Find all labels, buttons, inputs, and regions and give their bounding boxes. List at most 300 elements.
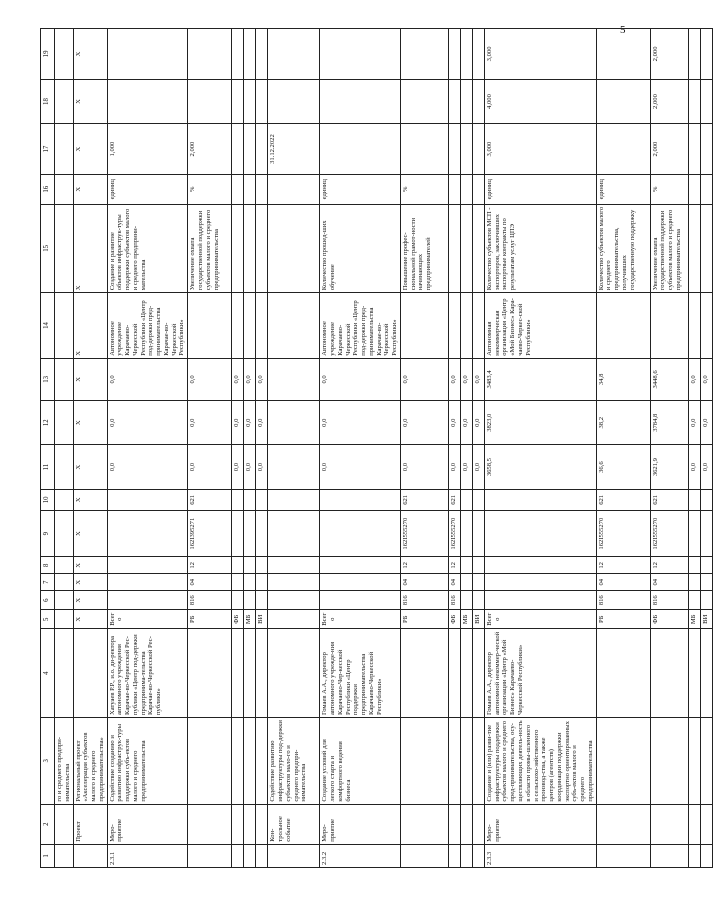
table-cell xyxy=(55,557,74,574)
table-cell xyxy=(232,804,244,844)
table-cell xyxy=(268,204,320,293)
table-cell xyxy=(688,510,700,556)
table-cell xyxy=(256,124,268,175)
table-cell xyxy=(256,510,268,556)
table-cell xyxy=(55,401,74,445)
table-cell xyxy=(460,844,472,867)
table-cell: Содействие развитию инфраструктуры под-держки субъектов мало-го и среднего предпри-нимательства xyxy=(268,717,320,804)
table-cell xyxy=(244,574,256,591)
table-cell xyxy=(460,717,472,804)
table-cell: 12 xyxy=(188,557,232,574)
table-cell xyxy=(268,358,320,400)
table-cell xyxy=(268,293,320,359)
table-cell xyxy=(460,591,472,610)
table-cell: ФБ xyxy=(448,610,460,629)
table-cell: X xyxy=(73,557,107,574)
table-cell xyxy=(448,204,460,293)
table-cell: 162I555270 xyxy=(400,510,448,556)
table-cell: X xyxy=(73,124,107,175)
table-cell: 0,0 xyxy=(448,358,460,400)
table-cell: 3,000 xyxy=(484,29,596,80)
table-cell xyxy=(188,844,232,867)
table-cell: % xyxy=(188,174,232,204)
table-cell: ВИ xyxy=(256,610,268,629)
table-cell: 0,0 xyxy=(244,401,256,445)
table-cell xyxy=(472,29,484,80)
table-cell xyxy=(320,510,401,556)
table-cell: 2,000 xyxy=(650,29,688,80)
table-cell xyxy=(484,574,596,591)
table-cell: 621 xyxy=(650,489,688,510)
table-cell xyxy=(244,204,256,293)
table-cell xyxy=(55,293,74,359)
table-cell: Увеличение охвата государственной поддержки субъектов малого и среднего предпринимательства xyxy=(188,204,232,293)
table-cell: Гомаев А.А., директор автономного учрежде-ния Карачаево-Чер-кесской Республики «Центр поддержки предпринимательства Карачаево-Черкесской Республики» xyxy=(320,629,401,718)
table-cell: 12 xyxy=(400,557,448,574)
table-cell: 0,0 xyxy=(688,445,700,489)
table-cell xyxy=(596,804,650,844)
table-cell xyxy=(244,29,256,80)
table-cell xyxy=(688,804,700,844)
table-cell xyxy=(448,629,460,718)
table-cell: Всего xyxy=(320,610,401,629)
table-cell xyxy=(400,844,448,867)
table-cell xyxy=(256,29,268,80)
table-cell: 0,0 xyxy=(460,358,472,400)
table-cell: Меро-приятие xyxy=(320,804,401,844)
table-cell: 0,0 xyxy=(232,358,244,400)
table-cell: МБ xyxy=(460,610,472,629)
table-cell xyxy=(400,29,448,80)
table-cell xyxy=(107,489,188,510)
table-cell: 621 xyxy=(448,489,460,510)
table-cell xyxy=(256,174,268,204)
table-cell xyxy=(484,489,596,510)
table-cell xyxy=(244,79,256,123)
table-cell: 162I555270 xyxy=(650,510,688,556)
table-cell xyxy=(472,591,484,610)
table-cell xyxy=(244,844,256,867)
table-cell: 0,0 xyxy=(188,358,232,400)
table-cell xyxy=(448,174,460,204)
header-cell: 16 xyxy=(41,174,55,204)
table-row xyxy=(688,29,700,868)
table-cell: Меро-приятие xyxy=(107,804,188,844)
table-cell xyxy=(55,844,74,867)
table-cell xyxy=(472,557,484,574)
table-cell xyxy=(232,717,244,804)
table-cell xyxy=(688,629,700,718)
table-cell: 12 xyxy=(596,557,650,574)
table-cell: Меро-приятие xyxy=(484,804,596,844)
table-cell: Автономная некоммерческая организация «Центр «Мой Бизнес» Кара-чаево-Черкес-ской Республики» xyxy=(484,293,596,359)
table-cell xyxy=(232,124,244,175)
table-cell xyxy=(596,629,650,718)
table-cell xyxy=(460,557,472,574)
table-cell: 0,0 xyxy=(107,401,188,445)
table-cell: 12 xyxy=(448,557,460,574)
header-cell: 12 xyxy=(41,401,55,445)
table-cell xyxy=(244,293,256,359)
table-cell xyxy=(688,204,700,293)
table-cell: 0,0 xyxy=(472,445,484,489)
table-cell xyxy=(55,445,74,489)
table-cell xyxy=(268,591,320,610)
header-cell: 3 xyxy=(41,717,55,804)
table-row xyxy=(55,29,74,868)
table-cell: 621 xyxy=(188,489,232,510)
table-cell xyxy=(188,717,232,804)
table-cell xyxy=(188,79,232,123)
table-cell: X xyxy=(73,510,107,556)
table-cell xyxy=(256,629,268,718)
table-cell xyxy=(256,79,268,123)
table-cell: Создание и развитие объектов инфраструк-туры поддержки субъектов малого и среднего предприни-мательства xyxy=(107,204,188,293)
table-cell xyxy=(596,79,650,123)
table-cell: 0,0 xyxy=(448,445,460,489)
table-cell: 816 xyxy=(400,591,448,610)
table-cell: X xyxy=(73,29,107,80)
header-cell: 13 xyxy=(41,358,55,400)
table-cell: X xyxy=(73,574,107,591)
table-cell: 2.3.3 xyxy=(484,844,596,867)
table-cell xyxy=(73,844,107,867)
table-cell xyxy=(55,591,74,610)
table-cell xyxy=(320,489,401,510)
table-cell xyxy=(256,844,268,867)
table-cell xyxy=(232,510,244,556)
table-cell: 1,000 xyxy=(107,124,188,175)
table-cell xyxy=(460,510,472,556)
table-cell xyxy=(268,610,320,629)
table-cell: 0,0 xyxy=(320,358,401,400)
table-cell: 621 xyxy=(400,489,448,510)
header-cell: 4 xyxy=(41,629,55,718)
table-cell: X xyxy=(73,79,107,123)
table-cell: Создание и (или) разви-тие инфраструктуры поддержки субъектов малого и среднего пред-принимательства, осу-ществляющих деятель-ность в области промы-шленного и сельскохо-зяйственного производ-ства, а также центров (агентств) координации поддержки экспортно ориентированных субъ-ектов малого и среднего предпринимательства xyxy=(484,717,596,804)
table-cell: 816 xyxy=(448,591,460,610)
table-cell: 3,000 xyxy=(484,124,596,175)
table-cell: 0,0 xyxy=(256,401,268,445)
table-row xyxy=(472,29,484,868)
header-cell: 1 xyxy=(41,844,55,867)
table-cell: 4,000 xyxy=(484,79,596,123)
header-cell: 5 xyxy=(41,610,55,629)
table-cell: МБ xyxy=(688,610,700,629)
table-cell xyxy=(460,79,472,123)
table-cell: % xyxy=(650,174,688,204)
table-cell xyxy=(688,489,700,510)
table-cell: единиц xyxy=(320,174,401,204)
table-row xyxy=(650,29,688,868)
table-cell: МБ xyxy=(244,610,256,629)
table-cell xyxy=(596,293,650,359)
table-cell xyxy=(700,717,712,804)
page-number: 5 xyxy=(620,24,626,36)
table-cell xyxy=(460,29,472,80)
table-cell xyxy=(596,29,650,80)
table-cell xyxy=(460,293,472,359)
table-cell xyxy=(400,293,448,359)
table-cell: Всего xyxy=(484,610,596,629)
table-cell: 816 xyxy=(650,591,688,610)
table-cell xyxy=(400,804,448,844)
table-cell xyxy=(688,844,700,867)
table-cell xyxy=(244,804,256,844)
table-row xyxy=(700,29,712,868)
table-cell xyxy=(55,610,74,629)
table-cell: X xyxy=(73,358,107,400)
table-cell: 2.3.1 xyxy=(107,844,188,867)
table-cell xyxy=(232,204,244,293)
table-cell: 04 xyxy=(448,574,460,591)
table-cell xyxy=(460,489,472,510)
table-row xyxy=(484,29,596,868)
table-cell: 162I395271 xyxy=(188,510,232,556)
table-cell xyxy=(448,844,460,867)
table-cell xyxy=(650,629,688,718)
table-cell xyxy=(650,844,688,867)
table-cell: 0,0 xyxy=(256,445,268,489)
table-cell xyxy=(460,174,472,204)
table-cell xyxy=(472,804,484,844)
table-cell xyxy=(700,574,712,591)
table-cell xyxy=(484,591,596,610)
header-cell: 17 xyxy=(41,124,55,175)
table-cell: 0,0 xyxy=(700,401,712,445)
table-cell xyxy=(232,591,244,610)
table-cell: 04 xyxy=(188,574,232,591)
table-cell xyxy=(448,804,460,844)
table-cell xyxy=(268,29,320,80)
table-cell: Всего xyxy=(107,610,188,629)
table-cell: Содействие созданию и развитию инфраструк-туры поддержки субъ-ектов малого и среднего предпринимательства xyxy=(107,717,188,804)
table-cell: 0,0 xyxy=(188,401,232,445)
table-cell xyxy=(244,510,256,556)
table-cell xyxy=(460,574,472,591)
table-cell xyxy=(268,510,320,556)
table-cell xyxy=(244,591,256,610)
table-cell: 0,0 xyxy=(256,358,268,400)
table-cell xyxy=(256,804,268,844)
table-cell: 3823,0 xyxy=(484,401,596,445)
table-cell: 0,0 xyxy=(400,358,448,400)
table-cell xyxy=(244,557,256,574)
table-cell: Автономное учреждение Карачаево-Черкесской Республики «Центр под-держки пред-принимательства Карачае-во-Черкесской Республики» xyxy=(320,293,401,359)
table-cell: 12 xyxy=(650,557,688,574)
table-cell: Количество субъектов малого и среднего предпринимательства, получивших государственную поддержку xyxy=(596,204,650,293)
table-cell xyxy=(688,174,700,204)
table-cell: 2,000 xyxy=(188,124,232,175)
table-cell xyxy=(400,717,448,804)
table-cell xyxy=(256,717,268,804)
table-cell: единиц xyxy=(596,174,650,204)
table-cell xyxy=(448,79,460,123)
table-cell xyxy=(320,574,401,591)
table-cell: 0,0 xyxy=(460,401,472,445)
table-cell: Хатуаев Р.Р., и.о. ди-ректора автономного учреждения Карачае-во-Черкесской Рес-публики «Центр под-держки предпринима-тельства Карачае-во-Черкесской Рес-публики» xyxy=(107,629,188,718)
table-cell: 621 xyxy=(596,489,650,510)
table-cell xyxy=(55,489,74,510)
table-cell: 0,0 xyxy=(688,358,700,400)
table-cell xyxy=(256,293,268,359)
table-cell xyxy=(688,79,700,123)
table-cell xyxy=(472,174,484,204)
table-cell xyxy=(107,29,188,80)
table-cell xyxy=(55,79,74,123)
header-cell: 2 xyxy=(41,804,55,844)
table-cell: 0,0 xyxy=(107,445,188,489)
table-cell xyxy=(107,510,188,556)
table-cell: 04 xyxy=(400,574,448,591)
table-cell: 38,2 xyxy=(596,401,650,445)
table-cell: 0,0 xyxy=(107,358,188,400)
table-cell: Проект xyxy=(73,804,107,844)
table-cell xyxy=(232,629,244,718)
table-cell xyxy=(460,124,472,175)
table-cell xyxy=(55,510,74,556)
table-cell xyxy=(472,717,484,804)
table-cell: 2,000 xyxy=(650,79,688,123)
header-cell: 19 xyxy=(41,29,55,80)
table-cell: Автономное учреждение Карачаево-Черкесской Республики «Центр под-держки пред-принимательства Карачае-во-Черкесской Республики» xyxy=(107,293,188,359)
header-cell: 10 xyxy=(41,489,55,510)
table-cell: 0,0 xyxy=(700,358,712,400)
table-cell xyxy=(448,293,460,359)
table-cell xyxy=(472,124,484,175)
table-row xyxy=(320,29,401,868)
table-cell xyxy=(700,844,712,867)
table-cell: ВИ xyxy=(472,610,484,629)
table-cell: 3621,9 xyxy=(650,445,688,489)
table-cell xyxy=(596,717,650,804)
table-cell: РБ xyxy=(400,610,448,629)
table-cell xyxy=(244,489,256,510)
table-cell xyxy=(256,489,268,510)
table-cell xyxy=(55,174,74,204)
table-cell: 31.12.2022 xyxy=(268,124,320,175)
table-cell: Кон-трольное событие xyxy=(268,804,320,844)
table-cell xyxy=(232,293,244,359)
table-cell xyxy=(232,844,244,867)
table-cell xyxy=(268,629,320,718)
header-cell: 9 xyxy=(41,510,55,556)
table-cell xyxy=(268,557,320,574)
table-cell xyxy=(268,489,320,510)
table-cell xyxy=(472,629,484,718)
table-cell: 162I555270 xyxy=(448,510,460,556)
table-cell xyxy=(700,204,712,293)
table-cell xyxy=(688,717,700,804)
table-cell xyxy=(700,629,712,718)
table-cell xyxy=(268,401,320,445)
table-cell: 0,0 xyxy=(472,358,484,400)
table-cell: Региональный проект «Акселерация субъектов малого и среднего предпринимательства» xyxy=(73,717,107,804)
table-cell xyxy=(700,510,712,556)
table-cell: 162I555270 xyxy=(596,510,650,556)
table-cell: 2.3.2 xyxy=(320,844,401,867)
table-cell: 3658,5 xyxy=(484,445,596,489)
table-cell: X xyxy=(73,293,107,359)
table-cell xyxy=(268,174,320,204)
table-cell: 36,6 xyxy=(596,445,650,489)
table-cell xyxy=(320,557,401,574)
table-cell xyxy=(55,629,74,718)
table-cell: % xyxy=(400,174,448,204)
table-cell xyxy=(244,174,256,204)
table-cell xyxy=(232,574,244,591)
table-cell: 0,0 xyxy=(244,358,256,400)
table-cell: X xyxy=(73,591,107,610)
table-cell xyxy=(650,293,688,359)
table-cell: Увеличение охвата государственной поддержки субъектов малого и среднего предпринимательства xyxy=(650,204,688,293)
table-cell xyxy=(55,574,74,591)
table-cell: Повышение профес-сиональной грамот-ности начинающих предпринимателей xyxy=(400,204,448,293)
table-cell: 34,8 xyxy=(596,358,650,400)
table-cell xyxy=(650,717,688,804)
table-cell xyxy=(268,79,320,123)
table-cell: ФБ xyxy=(650,610,688,629)
table-row xyxy=(244,29,256,868)
table-cell xyxy=(700,79,712,123)
table-cell xyxy=(244,717,256,804)
table-cell xyxy=(107,591,188,610)
table-cell xyxy=(188,629,232,718)
table-cell xyxy=(232,79,244,123)
rotated-table-stage xyxy=(40,28,709,868)
table-cell xyxy=(460,804,472,844)
table-cell xyxy=(700,174,712,204)
table-cell: го и среднего предпри-нимательства xyxy=(55,717,74,804)
table-cell xyxy=(700,591,712,610)
table-cell: 0,0 xyxy=(188,445,232,489)
table-cell xyxy=(256,591,268,610)
table-cell: 0,0 xyxy=(320,401,401,445)
table-cell: Гомаев А.А., директор автономной некоммер-ческой организации «Центр «Мой Бизнес» Карачаево-Черкесской Республики» xyxy=(484,629,596,718)
table-row xyxy=(460,29,472,868)
table-cell xyxy=(460,629,472,718)
table-cell xyxy=(700,804,712,844)
table-cell: Количество субъектов МСП - экспортеров, заключивших экспортные контракты по результатам услуг ЦПЭ xyxy=(484,204,596,293)
table-cell: единиц xyxy=(484,174,596,204)
table-cell: 2,000 xyxy=(650,124,688,175)
table-cell xyxy=(107,574,188,591)
table-cell: 0,0 xyxy=(472,401,484,445)
table-cell xyxy=(448,29,460,80)
table-cell xyxy=(688,591,700,610)
table-cell: 816 xyxy=(188,591,232,610)
table-cell xyxy=(256,574,268,591)
table-cell xyxy=(460,204,472,293)
table-cell: X xyxy=(73,401,107,445)
table-cell xyxy=(107,557,188,574)
table-cell xyxy=(320,124,401,175)
table-cell xyxy=(700,29,712,80)
table-cell xyxy=(596,844,650,867)
table-cell xyxy=(244,629,256,718)
header-cell: 11 xyxy=(41,445,55,489)
table-row xyxy=(400,29,448,868)
table-cell xyxy=(268,574,320,591)
table-cell xyxy=(232,489,244,510)
table-cell: X xyxy=(73,204,107,293)
table-cell xyxy=(55,29,74,80)
table-row xyxy=(448,29,460,868)
table-cell xyxy=(256,204,268,293)
table-cell xyxy=(472,489,484,510)
table-row xyxy=(188,29,232,868)
table-cell xyxy=(232,557,244,574)
